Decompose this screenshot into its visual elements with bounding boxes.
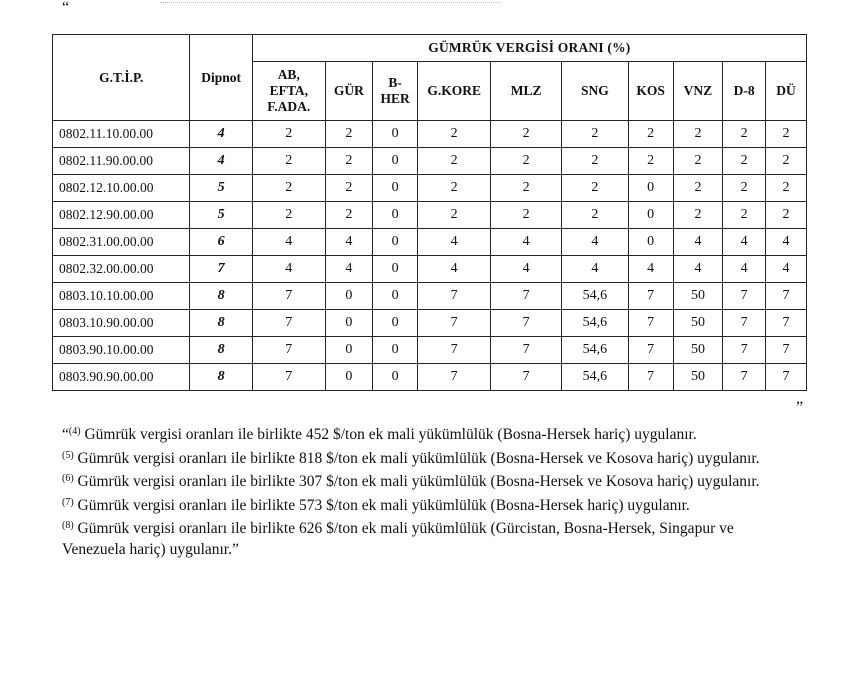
table-row [53, 337, 807, 364]
rate-cell: 4 [723, 256, 766, 283]
rate-cell: 0 [373, 256, 418, 283]
rate-cell: 7 [418, 337, 491, 364]
rate-cell: 2 [766, 121, 807, 148]
country-header [562, 62, 629, 121]
rate-cell: 7 [628, 283, 673, 310]
rate-cell: 0 [373, 121, 418, 148]
rate-cell: 50 [673, 283, 722, 310]
rate-cell: 0 [325, 310, 372, 337]
rate-cell: 2 [325, 148, 372, 175]
rate-cell: 2 [491, 148, 562, 175]
table-row [53, 256, 807, 283]
country-header [723, 62, 766, 121]
rate-cell: 2 [723, 175, 766, 202]
dipnot-cell: 5 [190, 175, 252, 202]
rate-cell: 2 [673, 202, 722, 229]
rate-cell: 0 [325, 337, 372, 364]
table-row [53, 121, 807, 148]
rate-cell: 7 [723, 337, 766, 364]
rate-cell: 2 [252, 121, 325, 148]
rate-cell: 7 [252, 310, 325, 337]
rate-cell: 54,6 [562, 310, 629, 337]
table-row [53, 175, 807, 202]
rate-cell: 2 [252, 202, 325, 229]
country-header [766, 62, 807, 121]
rate-cell: 4 [418, 229, 491, 256]
country-header [325, 62, 372, 121]
dipnot-cell: 8 [190, 337, 252, 364]
rate-cell: 2 [418, 175, 491, 202]
rate-cell: 7 [766, 283, 807, 310]
rate-cell: 7 [491, 283, 562, 310]
rate-cell: 2 [252, 148, 325, 175]
dipnot-cell: 6 [190, 229, 252, 256]
rate-cell: 2 [325, 202, 372, 229]
country-header-line: F.ADA. [267, 99, 311, 114]
rate-cell: 2 [766, 202, 807, 229]
gtip-code: 0803.90.10.00.00 [53, 337, 190, 364]
footnote [62, 516, 762, 560]
rate-cell: 2 [418, 148, 491, 175]
footnote-mark: (5) [62, 449, 74, 461]
rate-cell: 4 [673, 256, 722, 283]
rate-cell: 7 [418, 283, 491, 310]
country-header-line: EFTA, [269, 83, 308, 98]
footnotes [62, 422, 762, 561]
tariff-table [52, 34, 807, 391]
rate-cell: 7 [723, 364, 766, 391]
closing-quote: ” [796, 399, 804, 416]
rate-cell: 2 [562, 175, 629, 202]
footnote-mark: (7) [62, 496, 74, 508]
rate-cell: 50 [673, 364, 722, 391]
rate-cell: 0 [373, 202, 418, 229]
rate-cell: 7 [418, 310, 491, 337]
rate-cell: 0 [325, 364, 372, 391]
country-header-line: GÜR [333, 83, 364, 98]
rate-cell: 7 [491, 337, 562, 364]
rate-cell: 4 [628, 256, 673, 283]
country-header-line: G.KORE [427, 83, 481, 98]
rate-cell: 0 [325, 283, 372, 310]
rate-cell: 2 [723, 202, 766, 229]
rate-cell: 50 [673, 337, 722, 364]
country-header-line: MLZ [510, 83, 542, 98]
rate-cell: 50 [673, 310, 722, 337]
dipnot-cell: 4 [190, 148, 252, 175]
rate-cell: 2 [766, 175, 807, 202]
footnote-text: Gümrük vergisi oranları ile birlikte 818 $/ton ek mali yükümlülük (Bosna-Hersek ve Kosova hariç) uygulanır. [73, 449, 760, 467]
footnote-text: Gümrük vergisi oranları ile birlikte 307 $/ton ek mali yükümlülük (Bosna-Hersek ve Kosova hariç) uygulanır. [73, 473, 760, 491]
table-row [53, 202, 807, 229]
table-row [53, 310, 807, 337]
footnote [62, 446, 762, 470]
rate-cell: 7 [418, 364, 491, 391]
rate-cell: 7 [252, 283, 325, 310]
rate-cell: 7 [766, 364, 807, 391]
country-header [628, 62, 673, 121]
rate-cell: 4 [766, 256, 807, 283]
dipnot-cell: 8 [190, 283, 252, 310]
rate-cell: 2 [252, 175, 325, 202]
rate-cell: 2 [491, 175, 562, 202]
gtip-code: 0802.11.90.00.00 [53, 148, 190, 175]
footnote [62, 469, 762, 493]
rate-cell: 2 [562, 121, 629, 148]
rate-cell: 7 [252, 364, 325, 391]
country-header [491, 62, 562, 121]
rate-cell: 2 [673, 121, 722, 148]
country-header-line: D-8 [733, 83, 755, 98]
country-header-line: VNZ [683, 83, 713, 98]
rate-cell: 7 [252, 337, 325, 364]
country-header [373, 62, 418, 121]
rate-cell: 54,6 [562, 283, 629, 310]
rate-cell: 7 [766, 310, 807, 337]
dipnot-cell: 5 [190, 202, 252, 229]
rate-cell: 2 [491, 121, 562, 148]
rate-cell: 4 [252, 229, 325, 256]
rate-cell: 2 [562, 148, 629, 175]
rate-cell: 7 [491, 364, 562, 391]
rate-cell: 4 [418, 256, 491, 283]
rate-cell: 2 [723, 121, 766, 148]
footnote-quote: “ [62, 426, 69, 443]
rate-cell: 2 [418, 121, 491, 148]
country-header [418, 62, 491, 121]
footnote-text: Gümrük vergisi oranları ile birlikte 573 $/ton ek mali yükümlülük (Bosna-Hersek hariç) uygulanır. [73, 496, 690, 514]
rate-cell: 0 [628, 175, 673, 202]
col-header-gtip: G.T.İ.P. [53, 35, 190, 121]
footnote-text: Gümrük vergisi oranları ile birlikte 626 $/ton ek mali yükümlülük (Gürcistan, Bosna-Hersek, Singapur ve Venezuela hariç) uygulanır.” [62, 520, 734, 558]
tariff-body [53, 121, 807, 391]
rate-cell: 2 [491, 202, 562, 229]
gtip-code: 0803.10.90.00.00 [53, 310, 190, 337]
country-header-line: DÜ [776, 83, 796, 98]
rate-cell: 2 [418, 202, 491, 229]
rate-cell: 4 [325, 256, 372, 283]
top-cropped-text-line [160, 0, 500, 3]
footnote-mark: (8) [62, 520, 74, 532]
footnote [62, 422, 762, 446]
rate-cell: 2 [628, 121, 673, 148]
rate-cell: 4 [325, 229, 372, 256]
gtip-code: 0803.10.10.00.00 [53, 283, 190, 310]
rate-cell: 4 [491, 256, 562, 283]
rate-cell: 0 [373, 364, 418, 391]
rate-cell: 0 [373, 175, 418, 202]
rate-cell: 4 [766, 229, 807, 256]
rate-cell: 4 [562, 229, 629, 256]
rate-cell: 0 [373, 229, 418, 256]
rate-cell: 7 [628, 364, 673, 391]
col-header-group: GÜMRÜK VERGİSİ ORANI (%) [252, 35, 806, 62]
opening-quote: “ [62, 0, 70, 16]
rate-cell: 2 [325, 121, 372, 148]
rate-cell: 4 [252, 256, 325, 283]
rate-cell: 2 [628, 148, 673, 175]
rate-cell: 0 [628, 229, 673, 256]
rate-cell: 2 [766, 148, 807, 175]
rate-cell: 54,6 [562, 337, 629, 364]
dipnot-cell: 4 [190, 121, 252, 148]
gtip-code: 0802.12.90.00.00 [53, 202, 190, 229]
rate-cell: 0 [628, 202, 673, 229]
rate-cell: 2 [723, 148, 766, 175]
footnote [62, 493, 762, 517]
dipnot-cell: 7 [190, 256, 252, 283]
gtip-code: 0802.11.10.00.00 [53, 121, 190, 148]
col-header-dipnot: Dipnot [190, 35, 252, 121]
rate-cell: 2 [673, 148, 722, 175]
rate-cell: 2 [562, 202, 629, 229]
country-header-line: B- [388, 75, 402, 90]
gtip-code: 0802.31.00.00.00 [53, 229, 190, 256]
rate-cell: 7 [491, 310, 562, 337]
country-header [673, 62, 722, 121]
country-header-line: KOS [636, 83, 665, 98]
rate-cell: 4 [562, 256, 629, 283]
footnote-text: Gümrük vergisi oranları ile birlikte 452 $/ton ek mali yükümlülük (Bosna-Hersek hariç) uygulanır. [80, 426, 697, 443]
rate-cell: 0 [373, 337, 418, 364]
dipnot-cell: 8 [190, 310, 252, 337]
rate-cell: 0 [373, 148, 418, 175]
rate-cell: 0 [373, 283, 418, 310]
rate-cell: 7 [628, 337, 673, 364]
country-header [252, 62, 325, 121]
dipnot-cell: 8 [190, 364, 252, 391]
gtip-code: 0803.90.90.00.00 [53, 364, 190, 391]
rate-cell: 4 [673, 229, 722, 256]
rate-cell: 7 [723, 283, 766, 310]
country-header-line: SNG [580, 83, 609, 98]
table-row [53, 148, 807, 175]
table-row [53, 283, 807, 310]
gtip-code: 0802.32.00.00.00 [53, 256, 190, 283]
country-header-line: AB, [277, 67, 300, 82]
table-row [53, 229, 807, 256]
rate-cell: 7 [766, 337, 807, 364]
gtip-code: 0802.12.10.00.00 [53, 175, 190, 202]
rate-cell: 54,6 [562, 364, 629, 391]
rate-cell: 4 [723, 229, 766, 256]
rate-cell: 7 [628, 310, 673, 337]
footnote-mark: (4) [68, 426, 81, 437]
rate-cell: 4 [491, 229, 562, 256]
rate-cell: 0 [373, 310, 418, 337]
country-header-line: HER [380, 91, 410, 106]
footnote-mark: (6) [62, 473, 74, 485]
table-row [53, 364, 807, 391]
rate-cell: 2 [673, 175, 722, 202]
rate-cell: 2 [325, 175, 372, 202]
rate-cell: 7 [723, 310, 766, 337]
